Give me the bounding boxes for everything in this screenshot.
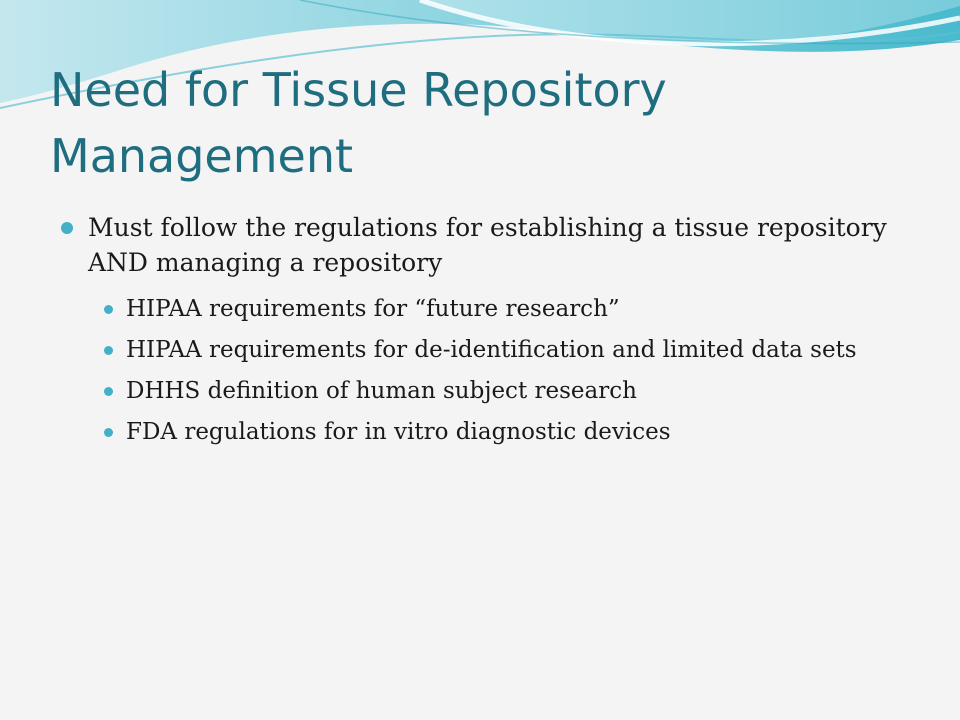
bullet-item bbox=[60, 210, 900, 280]
slide-title-line-2: Management bbox=[50, 129, 354, 183]
sub-bullet-dot-icon bbox=[104, 428, 113, 437]
bullet-text: Must follow the regulations for establishing a tissue repository AND managing a repository bbox=[88, 213, 887, 277]
sub-bullet-text: HIPAA requirements for de-identification and limited data sets bbox=[126, 337, 857, 363]
slide-title-line-1: Need for Tissue Repository bbox=[50, 63, 667, 117]
sub-bullet-item bbox=[60, 417, 900, 447]
slide-title bbox=[50, 57, 910, 189]
bullet-list bbox=[60, 210, 900, 458]
sub-bullet-dot-icon bbox=[104, 387, 113, 396]
sub-bullet-text: DHHS definition of human subject research bbox=[126, 378, 637, 404]
sub-bullet-text: HIPAA requirements for “future research” bbox=[126, 296, 620, 322]
sub-bullet-text: FDA regulations for in vitro diagnostic devices bbox=[126, 419, 671, 445]
sub-bullet-item bbox=[60, 335, 900, 365]
sub-bullet-item bbox=[60, 294, 900, 324]
bullet-dot-icon bbox=[61, 222, 73, 234]
sub-bullet-item bbox=[60, 376, 900, 406]
sub-bullet-dot-icon bbox=[104, 346, 113, 355]
sub-bullet-dot-icon bbox=[104, 305, 113, 314]
